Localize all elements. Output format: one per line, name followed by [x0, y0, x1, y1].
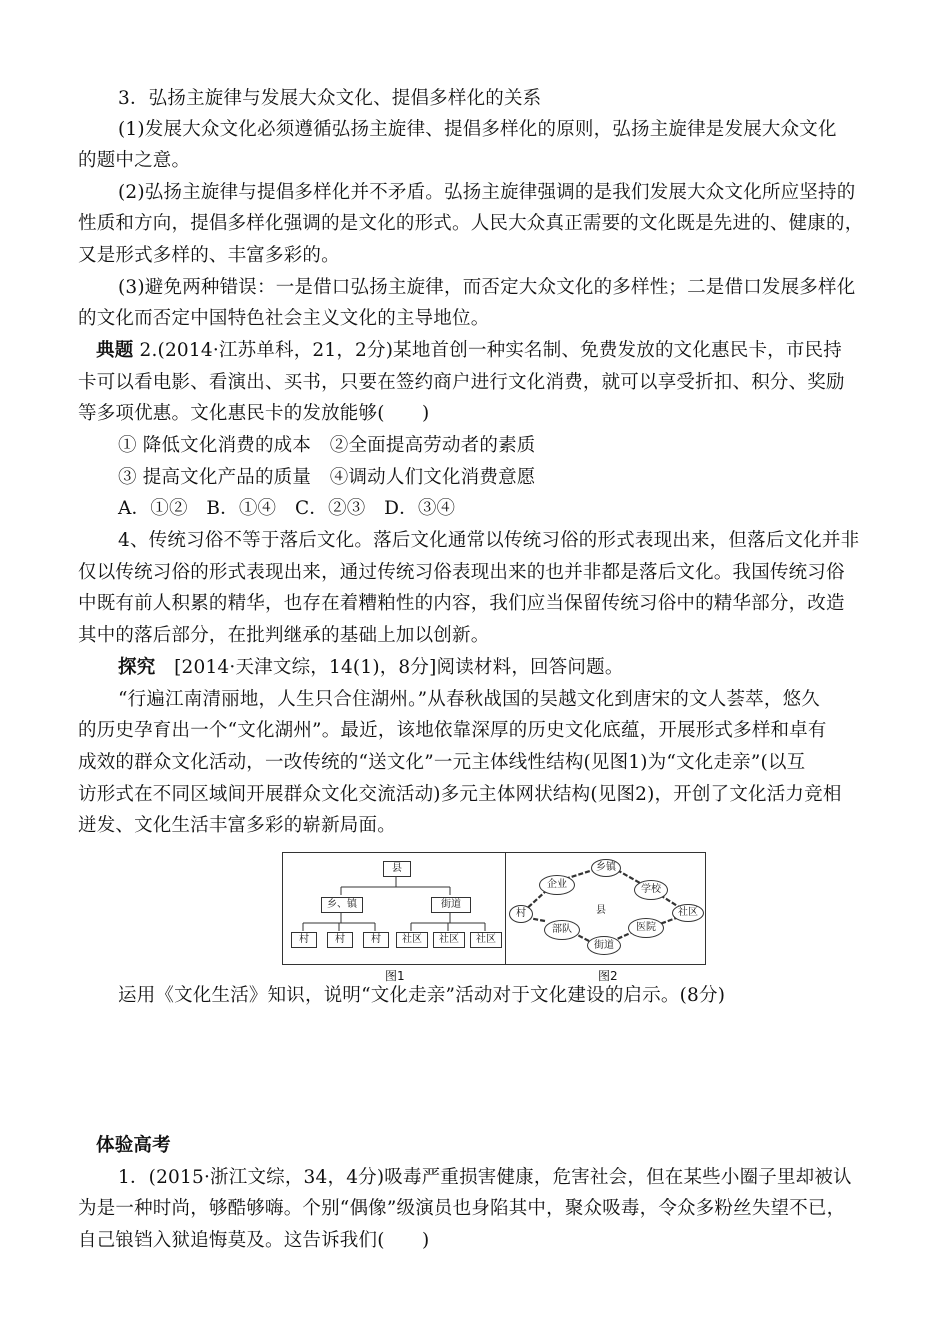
paragraph-line: 中既有前人积累的精华，也存在着糟粕性的内容，我们应当保留传统习俗中的精华部分，改造: [78, 593, 845, 614]
community-box: 社区: [470, 932, 502, 948]
node-community: 社区: [672, 904, 704, 922]
node-village: 村: [509, 905, 533, 923]
paragraph-line: 其中的落后部分，在批判继承的基础上加以创新。: [78, 625, 490, 646]
material-line: 访形式在不同区域间开展群众文化交流活动)多元主体网状结构(见图2)，开创了文化活力竞相: [78, 784, 842, 805]
structure-figure: [282, 852, 706, 965]
material-line: “行遍江南清丽地，人生只合住湖州。”从春秋战国的吴越文化到唐宋的文人荟萃，悠久: [118, 689, 820, 710]
node-hospital: 医院: [628, 918, 664, 938]
example-question-line: 卡可以看电影、看演出、买书，只要在签约商户进行文化消费，就可以享受折扣、积分、奖励: [78, 372, 845, 393]
example-choices: A．①② B．①④ C．②③ D．③④: [118, 498, 456, 519]
paragraph-line: (3)避免两种错误：一是借口弘扬主旋律，而否定大众文化的多样性；二是借口发展多样化: [118, 277, 856, 298]
example-option-line: ① 降低文化消费的成本 ②全面提高劳动者的素质: [118, 435, 536, 456]
material-line: 的历史孕育出一个“文化湖州”。最近，该地依靠深厚的历史文化底蕴，开展形式多样和卓有: [78, 720, 827, 741]
paragraph-line: (2)弘扬主旋律与提倡多样化并不矛盾。弘扬主旋律强调的是我们发展大众文化所应坚持的: [118, 182, 856, 203]
paragraph-line: 又是形式多样的、丰富多彩的。: [78, 245, 340, 266]
example-question-line: 等多项优惠。文化惠民卡的发放能够( ): [78, 403, 430, 424]
node-street: 街道: [587, 936, 621, 955]
village-box: 村: [363, 932, 389, 948]
explore-label: 探究: [118, 657, 156, 678]
paragraph-line: 的题中之意。: [78, 150, 191, 171]
exam-question-line: 1．(2015·浙江文综，34，4分)吸毒严重损害健康，危害社会，但在某些小圈子里却被认: [118, 1167, 852, 1188]
example-option-line: ③ 提高文化产品的质量 ④调动人们文化消费意愿: [118, 467, 536, 488]
exam-heading: 体验高考: [96, 1135, 171, 1156]
example-question-line: [96, 340, 842, 362]
paragraph-line: 4、传统习俗不等于落后文化。落后文化通常以传统习俗的形式表现出来，但落后文化并非: [118, 530, 860, 551]
node-township: 乡镇: [591, 859, 621, 877]
community-box: 社区: [396, 932, 428, 948]
paragraph-line: 仅以传统习俗的形式表现出来，通过传统习俗表现出来的也并非都是落后文化。我国传统习俗: [78, 562, 845, 583]
figure1-caption: 图1: [385, 969, 405, 983]
node-enterprise: 企业: [539, 875, 575, 895]
exam-question-line: 自己锒铛入狱追悔莫及。这告诉我们( ): [78, 1230, 430, 1251]
paragraph-line: (1)发展大众文化必须遵循弘扬主旋律、提倡多样化的原则，弘扬主旋律是发展大众文化: [118, 119, 837, 140]
county-box: 县: [383, 861, 411, 877]
section-heading: 3．弘扬主旋律与发展大众文化、提倡多样化的关系: [118, 88, 542, 109]
paragraph-line: 的文化而否定中国特色社会主义文化的主导地位。: [78, 308, 490, 329]
node-troops: 部队: [544, 920, 580, 940]
paragraph-line: 性质和方向，提倡多样化强调的是文化的形式。人民大众真正需要的文化既是先进的、健康的，: [78, 213, 864, 234]
figure2-caption: 图2: [598, 969, 618, 983]
community-box: 社区: [433, 932, 465, 948]
explore-header: [118, 657, 624, 679]
village-box: 村: [291, 932, 317, 948]
material-line: 迸发、文化生活丰富多彩的崭新局面。: [78, 815, 396, 836]
example-label: 典题: [96, 340, 134, 361]
exam-question-line: 为是一种时尚，够酷够嗨。个别“偶像”级演员也身陷其中，聚众吸毒，令众多粉丝失望不已，: [78, 1198, 846, 1219]
node-county: 县: [596, 905, 606, 916]
explore-source: [2014·天津文综，14(1)，8分]阅读材料，回答问题。: [155, 657, 624, 678]
example-source: 2.(2014·江苏单科，21，2分)某地首创一种实名制、免费发放的文化惠民卡，市民持: [133, 340, 842, 361]
node-school: 学校: [634, 880, 668, 900]
material-line: 成效的群众文化活动，一改传统的“送文化”一元主体线性结构(见图1)为“文化走亲”(以互: [78, 752, 806, 773]
explore-question: 运用《文化生活》知识，说明“文化走亲”活动对于文化建设的启示。(8分): [118, 985, 726, 1006]
street-box: 街道: [431, 897, 471, 913]
township-box: 乡、镇: [321, 897, 363, 913]
village-box: 村: [327, 932, 353, 948]
